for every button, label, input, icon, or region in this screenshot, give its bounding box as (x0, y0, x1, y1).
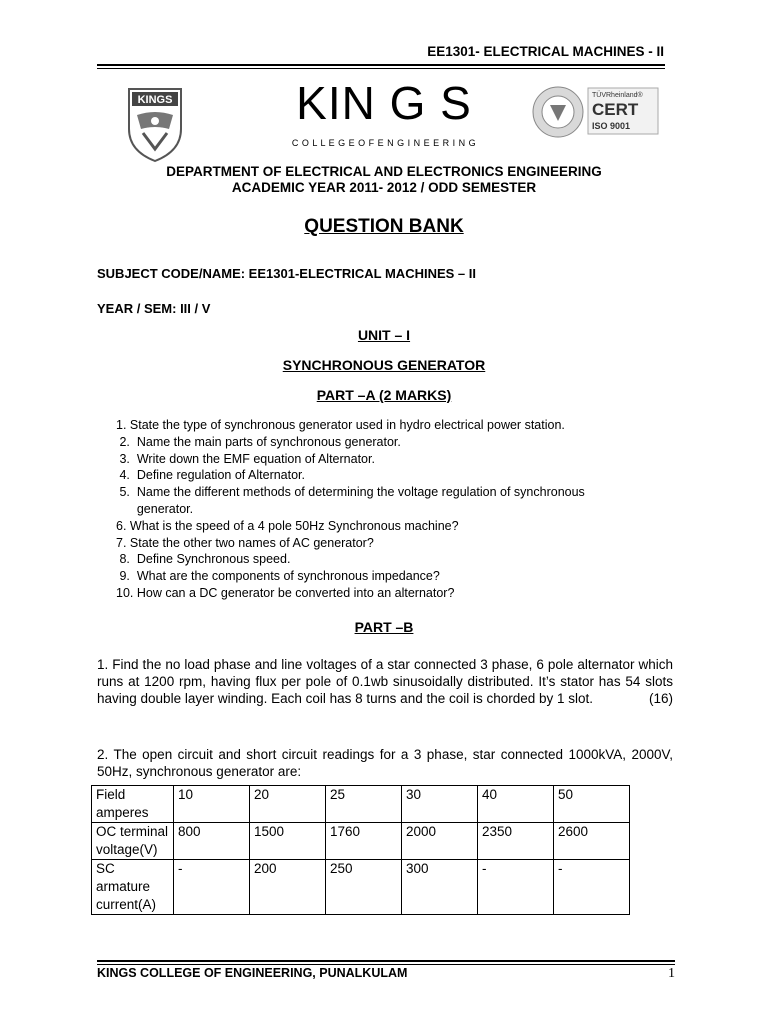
oc-sc-readings-table (91, 785, 630, 915)
list-item: 5. Name the different methods of determining the voltage regulation of synchronous (116, 485, 585, 500)
table-row (92, 823, 630, 860)
table-cell: 300 (402, 860, 478, 915)
table-cell: 40 (478, 786, 554, 823)
svg-text:KINGS: KINGS (137, 94, 173, 106)
svg-text:ISO 9001: ISO 9001 (592, 121, 631, 131)
department-name: DEPARTMENT OF ELECTRICAL AND ELECTRONICS ENGINEERING (166, 164, 602, 179)
list-item: 1. State the type of synchronous generator used in hydro electrical power station. (116, 418, 565, 432)
page-number: 1 (668, 966, 675, 981)
part-b-heading: PART –B (354, 619, 414, 635)
table-cell: 200 (250, 860, 326, 915)
table-cell: 20 (250, 786, 326, 823)
table-row (92, 860, 630, 915)
table-cell: 250 (326, 860, 402, 915)
list-item: 7. State the other two names of AC generator? (116, 535, 374, 550)
table-cell: 1500 (250, 823, 326, 860)
footer-rule-thick (97, 960, 675, 962)
tuv-cert-logo (530, 85, 660, 139)
table-cell: - (174, 860, 250, 915)
list-item: 9. What are the components of synchronous impedance? (116, 569, 440, 584)
list-item: 2. Name the main parts of synchronous generator. (116, 434, 401, 449)
table-cell: 2000 (402, 823, 478, 860)
table-cell: 30 (402, 786, 478, 823)
table-cell: 2350 (478, 823, 554, 860)
list-item: 8. Define Synchronous speed. (116, 552, 291, 567)
table-cell: - (478, 860, 554, 915)
footer-college: KINGS COLLEGE OF ENGINEERING, PUNALKULAM (97, 966, 408, 980)
list-item: 4. Define regulation of Alternator. (116, 468, 306, 483)
header-rule-thick (97, 64, 665, 66)
svg-text:CERT: CERT (592, 100, 639, 119)
academic-year: ACADEMIC YEAR 2011- 2012 / ODD SEMESTER (231, 180, 537, 195)
course-code-header: EE1301- ELECTRICAL MACHINES - II (427, 44, 664, 59)
header-rule-thin (97, 68, 665, 69)
table-row (92, 786, 630, 823)
unit-title: SYNCHRONOUS GENERATOR (282, 357, 486, 373)
table-cell: Field amperes (92, 786, 174, 823)
subject-code-name: SUBJECT CODE/NAME: EE1301-ELECTRICAL MACHINES – II (97, 266, 476, 281)
year-semester: YEAR / SEM: III / V (97, 301, 211, 316)
college-subtitle: C O L L E G E O F E N G I N E E R I N G (291, 138, 477, 148)
table-cell: SC armature current(A) (92, 860, 174, 915)
department-heading (0, 164, 768, 196)
list-item: 3. Write down the EMF equation of Alternator. (116, 451, 375, 466)
table-cell: OC terminal voltage(V) (92, 823, 174, 860)
part-a-question-list (116, 417, 585, 602)
footer-rule-thin (97, 964, 675, 965)
list-item: 6. What is the speed of a 4 pole 50Hz Synchronous machine? (116, 518, 459, 533)
document-title: QUESTION BANK (304, 216, 464, 237)
table-cell: 2600 (554, 823, 630, 860)
unit-heading: UNIT – I (357, 327, 411, 343)
question-1-marks: (16) (648, 690, 673, 706)
table-cell: 800 (174, 823, 250, 860)
question-1-text: 1. Find the no load phase and line voltages of a star connected 3 phase, 6 pole alternator which runs at 1200 rpm, having flux per pole of 0.1wb sinusoidally distributed. It’s stator has 54 slots having double layer winding. Each coil has 8 turns and the coil is chorded by 1 slot. (97, 657, 673, 706)
table-cell: 50 (554, 786, 630, 823)
table-cell: 25 (326, 786, 402, 823)
table-cell: 1760 (326, 823, 402, 860)
college-name: KIN G S (296, 77, 472, 129)
table-cell: 10 (174, 786, 250, 823)
list-item: generator. (116, 501, 194, 516)
table-cell: - (554, 860, 630, 915)
part-b-question-2: 2. The open circuit and short circuit readings for a 3 phase, star connected 1000kVA, 2000V, 50Hz, synchronous generator are: (97, 747, 673, 779)
list-item: 10. How can a DC generator be converted into an alternator? (116, 585, 455, 600)
part-b-question-1 (97, 657, 673, 707)
part-a-heading: PART –A (2 MARKS) (316, 387, 452, 403)
svg-text:TÜVRheinland®: TÜVRheinland® (592, 92, 643, 99)
